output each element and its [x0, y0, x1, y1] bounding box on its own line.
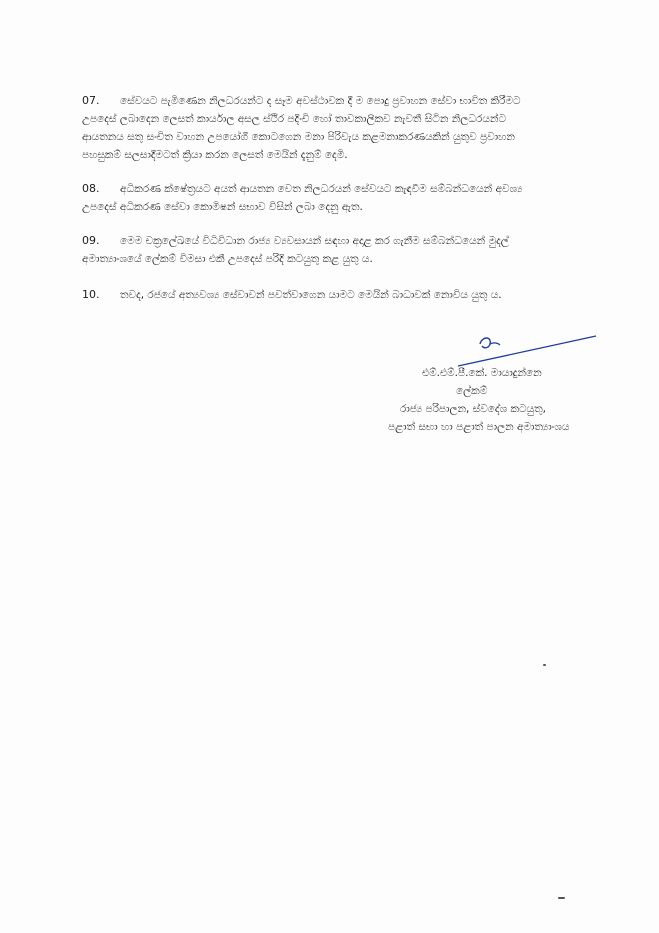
ministry-line-1: රාජ්‍ය පරිපාලන, ස්වදේශ කටයුතු,	[400, 403, 546, 415]
paragraph-10	[82, 286, 592, 304]
paragraph-line: අමාත්‍යාංශයේ ලේකම් විමසා එකී උපදෙස් පරිදි කටයුතු කළ යුතු ය.	[82, 253, 373, 265]
paragraph-number: 09.	[82, 234, 100, 247]
paragraph-08	[82, 180, 592, 216]
ministry-line-2: පළාත් සභා හා පළාත් පාලන අමාත්‍යාංශය	[388, 421, 570, 433]
paragraph-line: උපදෙස් ලබාදෙන ලෙසත් කාර්යාල අසල ස්ථිර පදිංචි හෝ තාවකාලිකව නැවතී සිටින නිලධරයන්ට	[82, 113, 507, 125]
paragraph-line: අධිකරණ ක්ෂේත්‍රයට අයත් ආයතන වෙත නිලධරයන් සේවයට කැඳවීම සම්බන්ධයෙන් අවශ්‍ය	[120, 183, 523, 195]
signatory-title: ලේකම්	[456, 385, 488, 397]
paragraph-line: සේවයට පැමිණෙන නිලධරයන්ට ද සෑම අවස්ථාවක දී ම පොදු ප්‍රවාහන සේවා භාවිත කිරීමට	[120, 95, 521, 107]
paragraph-line: උපදෙස් අධිකරණ සේවා කොමිෂන් සභාව විසින් ලබා දෙනු ඇත.	[82, 201, 363, 213]
paragraph-line: පහසුකම් සලසාදීමටත් ක්‍රියා කරන ලෙසත් මෙයින් දැනුම් දෙමි.	[82, 149, 348, 161]
paragraph-line: ආයතනය සතු සංචිත වාහන උපයෝගී කොටගෙන මනා පිරිවැය කළමනාකරණයකින් යුතුව ප්‍රවාහන	[82, 131, 515, 143]
paragraph-number: 07.	[82, 94, 100, 107]
paragraph-number: 08.	[82, 182, 100, 195]
signatory-name: එම්.එම්.පී.කේ. මායාදුන්නෙ	[422, 367, 542, 379]
paragraph-number: 10.	[82, 288, 100, 301]
scan-speck	[543, 664, 546, 666]
paragraph-07	[82, 92, 592, 164]
paragraph-09	[82, 232, 592, 268]
paragraph-line: මෙම චක්‍රලේඛයේ විධිවිධාන රාජ්‍ය ව්‍යවසායන් සඳහා අදාළ කර ගැනීම සම්බන්ධයෙන් මුදල්	[120, 235, 509, 247]
scan-speck	[558, 897, 565, 899]
paragraph-line: තවද, රජයේ අත්‍යවශ්‍ය සේවාවන් පවත්වාගෙන යාමට මෙයින් බාධාවක් නොවිය යුතු ය.	[120, 289, 502, 301]
